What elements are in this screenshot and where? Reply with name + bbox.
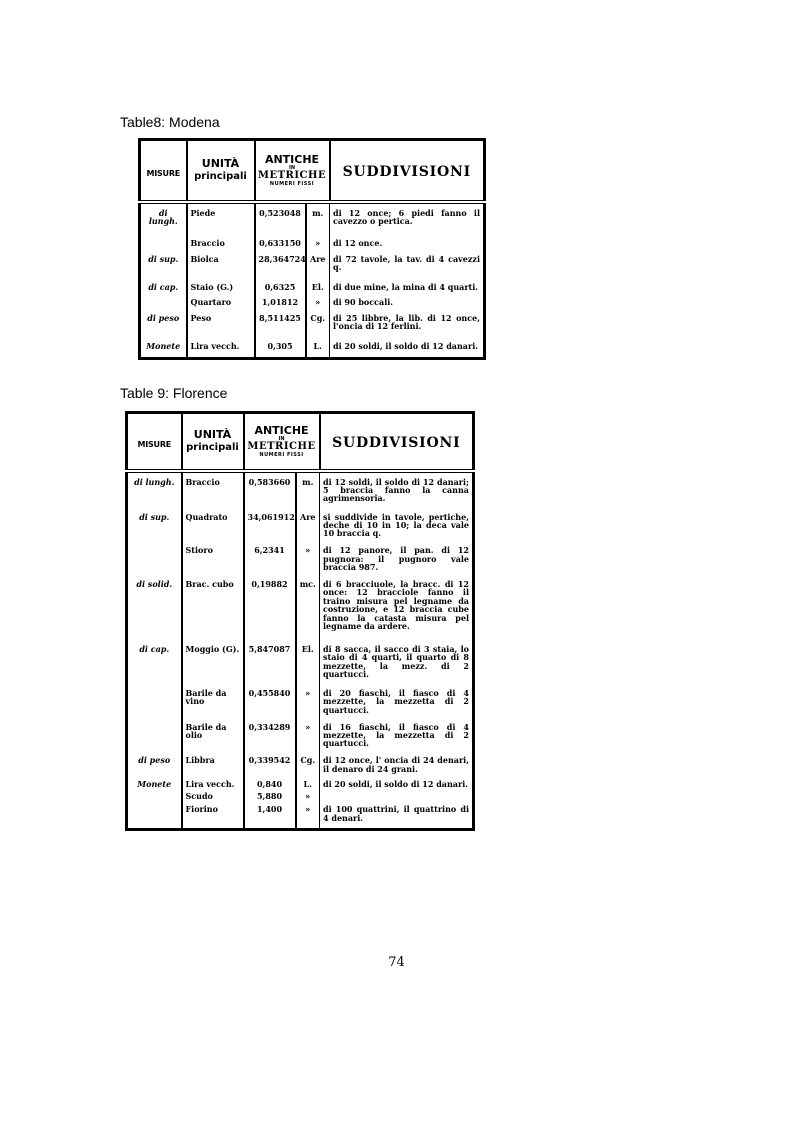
row-unit-symbol: » [296,722,320,756]
table-row [140,254,485,282]
row-unita: Barile da vino [182,688,244,722]
row-valore: 1,400 [244,804,296,829]
row-misura: di sup. [127,512,182,546]
row-suddivisioni: di 16 fiaschi, il fiasco di 4 mezzette, la mezzetta di 2 quartucci. [323,721,469,749]
row-misura: di peso [140,313,187,341]
row-valore: 0,334289 [244,722,296,756]
table-row [127,545,474,579]
header-suddivisioni: SUDDIVISIONI [330,140,485,202]
florence-table [125,411,475,831]
table-row [140,238,485,253]
row-valore: 5,880 [244,791,296,804]
row-misura [140,238,187,253]
row-unita: Staio (G.) [187,282,255,297]
row-suddivisioni: di 25 libbre, la lib. di 12 once, l'oncia di 12 ferlini. [333,312,480,332]
row-unita: Brac. cubo [182,579,244,644]
row-suddivisioni: di 20 soldi, il soldo di 12 danari. [333,340,479,351]
row-suddivisioni: di 12 once. [333,238,383,249]
row-valore: 1,01812 [255,297,306,312]
page-number: 74 [388,955,405,970]
row-misura: di peso [127,755,182,778]
row-unit-symbol: El. [296,644,320,688]
row-unita: Fiorino [182,804,244,829]
row-valore: 0,305 [255,341,306,359]
table-row [127,644,474,688]
table9-caption: Table 9: Florence [120,385,228,401]
header-unita: UNITÀ principali [187,140,255,202]
row-unita: Braccio [182,471,244,512]
row-valore: 0,840 [244,779,296,792]
row-unita: Peso [187,313,255,341]
table-row [127,779,474,792]
header-antiche: ANTICHE IN METRICHE NUMERI FISSI [244,413,320,471]
row-misura [127,791,182,804]
row-valore: 0,19882 [244,579,296,644]
row-misura: di sup. [140,254,187,282]
row-unit-symbol: mc. [296,579,320,644]
row-misura: Monete [140,341,187,359]
row-unita: Libbra [182,755,244,778]
row-unit-symbol: Cg. [296,755,320,778]
row-unit-symbol: m. [296,471,320,512]
row-misura: di lungh. [140,202,187,239]
row-misura [127,688,182,722]
row-unit-symbol: L. [306,341,330,359]
row-misura [127,722,182,756]
row-unita: Stioro [182,545,244,579]
row-unita: Lira vecch. [182,779,244,792]
row-valore: 0,633150 [255,238,306,253]
row-unita: Quartaro [187,297,255,312]
row-valore: 0,523048 [255,202,306,239]
row-suddivisioni: di 12 soldi, il soldo di 12 danari; 5 braccia fanno la canna agrimensoria. [323,476,469,504]
row-misura: di cap. [127,644,182,688]
row-misura: Monete [127,779,182,792]
row-suddivisioni: di 12 once; 6 piedi fanno il cavezzo o pertica. [333,207,480,226]
row-unita: Quadrato [182,512,244,546]
row-suddivisioni: di 12 once, l' oncia di 24 denari, il denaro di 24 grani. [323,755,469,774]
row-unit-symbol: L. [296,779,320,792]
row-unit-symbol: m. [306,202,330,239]
row-suddivisioni: di 20 soldi, il soldo di 12 danari. [323,778,469,789]
row-valore: 0,339542 [244,755,296,778]
row-misura: di lungh. [127,471,182,512]
row-misura [127,804,182,829]
row-suddivisioni: di 100 quattrini, il quattrino di 4 denari. [323,804,469,823]
row-suddivisioni: di 90 boccali. [333,297,394,308]
row-unita: Biolca [187,254,255,282]
row-valore: 0,583660 [244,471,296,512]
row-unita: Scudo [182,791,244,804]
row-unit-symbol: Are [306,254,330,282]
row-misura [127,545,182,579]
row-unit-symbol: » [306,238,330,253]
row-valore: 0,455840 [244,688,296,722]
table-row [140,202,485,239]
row-unit-symbol: » [296,688,320,722]
header-unita: UNITÀ principali [182,413,244,471]
row-suddivisioni: di due mine, la mina di 4 quarti. [333,281,479,292]
table-row [127,755,474,778]
row-valore: 28,364724 [255,254,306,282]
row-suddivisioni: di 6 bracciuole, la bracc. di 12 once: 12 bracciole fanno il traino misura pel legname da costruzione, e 12 braccia cube fanno la catasta misura pel legname da ardere. [323,578,469,631]
modena-table [138,138,486,360]
header-antiche: ANTICHE IN METRICHE NUMERI FISSI [255,140,330,202]
row-unita: Moggio (G). [182,644,244,688]
row-valore: 34,061912 [244,512,296,546]
row-unita: Lira vecch. [187,341,255,359]
row-suddivisioni [320,791,474,804]
row-misura: di cap. [140,282,187,297]
table8-caption: Table8: Modena [120,114,220,130]
row-unita: Piede [187,202,255,239]
row-suddivisioni: di 12 panore, il pan. di 12 pugnora: il pugnoro vale braccia 987. [323,545,469,573]
table-row [127,804,474,829]
table-row [127,722,474,756]
row-suddivisioni: di 20 fiaschi, il fiasco di 4 mezzette, la mezzetta di 2 quartucci. [323,687,469,715]
table-row [140,313,485,341]
row-misura: di solid. [127,579,182,644]
row-valore: 5,847087 [244,644,296,688]
table-row [127,688,474,722]
row-valore: 6,2341 [244,545,296,579]
row-unit-symbol: » [296,804,320,829]
row-suddivisioni: di 8 sacca, il sacco di 3 staia, lo staio di 4 quarti, il quarto di 8 mezzette, la mezz. di 2 quartucci. [323,643,469,679]
table-row [140,297,485,312]
header-misure: MISURE [140,140,187,202]
row-suddivisioni: si suddivide in tavole, pertiche, deche di 10 in 10; la deca vale 10 braccia q. [323,511,469,539]
table-row [140,282,485,297]
table-row [127,471,474,512]
header-suddivisioni: SUDDIVISIONI [320,413,474,471]
table-row [140,341,485,359]
header-misure: MISURE [127,413,182,471]
modena-table-scan [138,138,486,360]
row-unit-symbol: Are [296,512,320,546]
row-unita: Barile da olio [182,722,244,756]
table-row [127,579,474,644]
row-misura [140,297,187,312]
row-unit-symbol: » [306,297,330,312]
table-row [127,791,474,804]
row-unit-symbol: El. [306,282,330,297]
row-unit-symbol: Cg. [306,313,330,341]
row-unit-symbol: » [296,545,320,579]
row-suddivisioni: di 72 tavole, la tav. di 4 cavezzi q. [333,253,480,273]
row-unita: Braccio [187,238,255,253]
florence-table-scan [125,411,475,831]
row-valore: 8,511425 [255,313,306,341]
row-unit-symbol: » [296,791,320,804]
table-row [127,512,474,546]
row-valore: 0,6325 [255,282,306,297]
